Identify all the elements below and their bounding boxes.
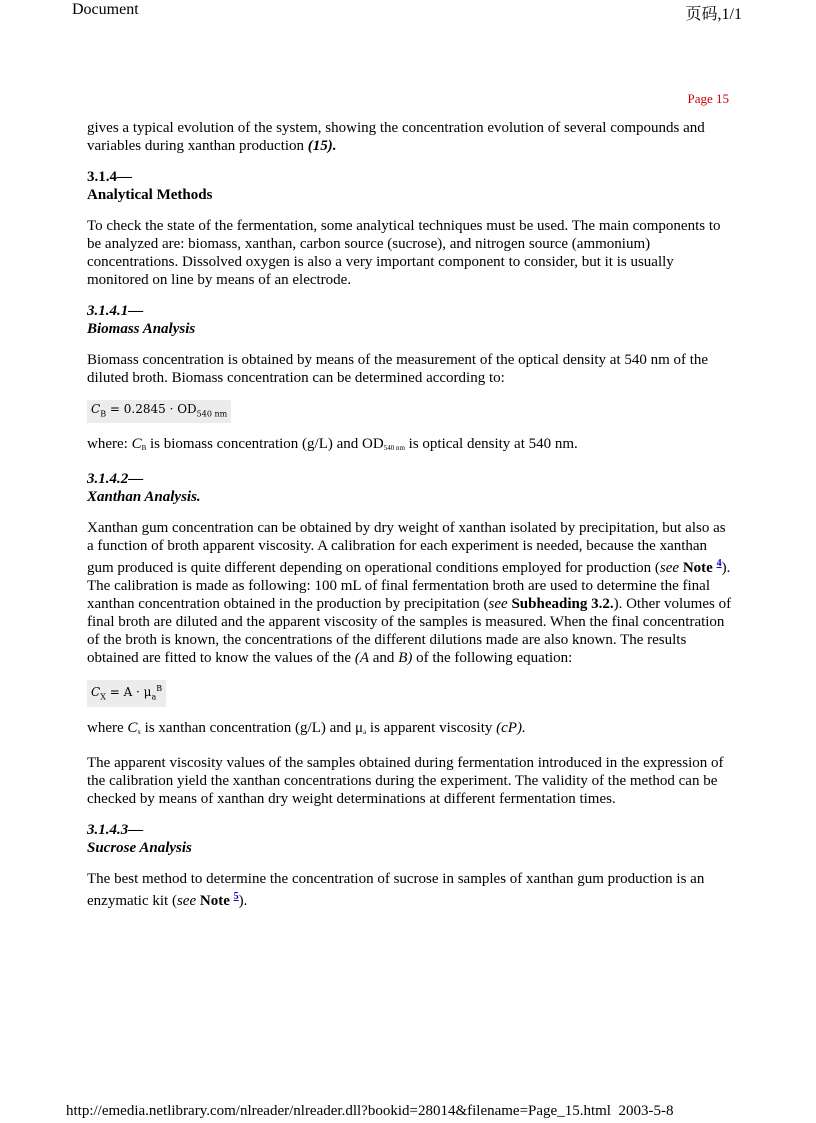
- subheading-ref: Subheading 3.2.: [511, 596, 614, 613]
- equation-xanthan: $C_X = A \cdot \mu_a^B$: [87, 680, 166, 706]
- footer-source: [66, 1103, 673, 1120]
- section-heading-3-1-4-1: 3.1.4.1— Biomass Analysis: [87, 303, 196, 337]
- paragraph-xanthan-where: where $C_x$ is xanthan concentration (g/L) and $\mu_a$ is apparent viscosity (cP).: [87, 719, 526, 736]
- paragraph-analytical-methods: To check the state of the fermentation, some analytical techniques must be used. The main components to be analyzed are: biomass, xanthan, carbon source (sucrose), and nitrogen source (ammonium) concentrations. Dissolved oxygen is also a very important component to consider, but it is usually monitored on line by means of an electrode.: [87, 218, 721, 288]
- paragraph-biomass-where: where: $C_B$ is biomass concentration (g/L) and $OD_{540 nm}$ is optical density at 540 nm.: [87, 436, 578, 453]
- paragraph-viscosity: The apparent viscosity values of the samples obtained during fermentation introduced in the expression of the calibration yield the xanthan concentrations during the experiment. The validity of the method can be checked by means of xanthan dry weight determinations at different fermentation times.: [87, 754, 724, 807]
- footer-date: 2003-5-8: [618, 1103, 674, 1119]
- note-5-link[interactable]: 5: [233, 890, 239, 902]
- header-document-title: Document: [72, 1, 139, 18]
- header-page-counter: 页码,1/1: [685, 6, 742, 23]
- paragraph-biomass: Biomass concentration is obtained by means of the measurement of the optical density at 540 nm of the diluted broth. Biomass concentration can be determined according to:: [87, 352, 709, 386]
- document-body: [87, 119, 732, 923]
- note-4-link[interactable]: 4: [716, 558, 722, 570]
- page-label: Page 15: [687, 91, 729, 106]
- section-heading-3-1-4-3: 3.1.4.3— Sucrose Analysis: [87, 821, 192, 856]
- equation-biomass: $C_B = 0.2845 \cdot OD_{540 nm}$: [87, 400, 231, 423]
- section-heading-3-1-4-2: 3.1.4.2— Xanthan Analysis.: [87, 471, 201, 506]
- section-heading-3-1-4: 3.1.4— Analytical Methods: [87, 169, 213, 203]
- citation-ref: (15).: [307, 138, 337, 154]
- intro-paragraph: gives a typical evolution of the system, showing the concentration evolution of several compounds and variables during xanthan production (15).: [87, 120, 705, 154]
- paragraph-sucrose: The best method to determine the concentration of sucrose in samples of xanthan gum production is an enzymatic kit (see Note $^5$).: [87, 870, 705, 909]
- footer-url[interactable]: http://emedia.netlibrary.com/nlreader/nlreader.dll?bookid=28014&filename=Page_15.html: [66, 1103, 611, 1119]
- paragraph-xanthan-calibration: Xanthan gum concentration can be obtained by dry weight of xanthan isolated by precipitation, but also as a function of broth apparent viscosity. A calibration for each experiment is needed, because the xanthan gum produced is quite different depending on operational conditions employed for production (see Note $^4$). The calibration is made as following: 100 mL of final fermentation broth are used to determine the final xanthan concentration obtained in the production by precipitation (see Subheading 3.2.). Other volumes of final broth are diluted and the apparent viscosity of the samples is measured. When the final concentration of the broth is known, the concentrations of the different dilutions made are also known. The results obtained are fitted to know the values of the (A and B) of the following equation:: [87, 520, 732, 667]
